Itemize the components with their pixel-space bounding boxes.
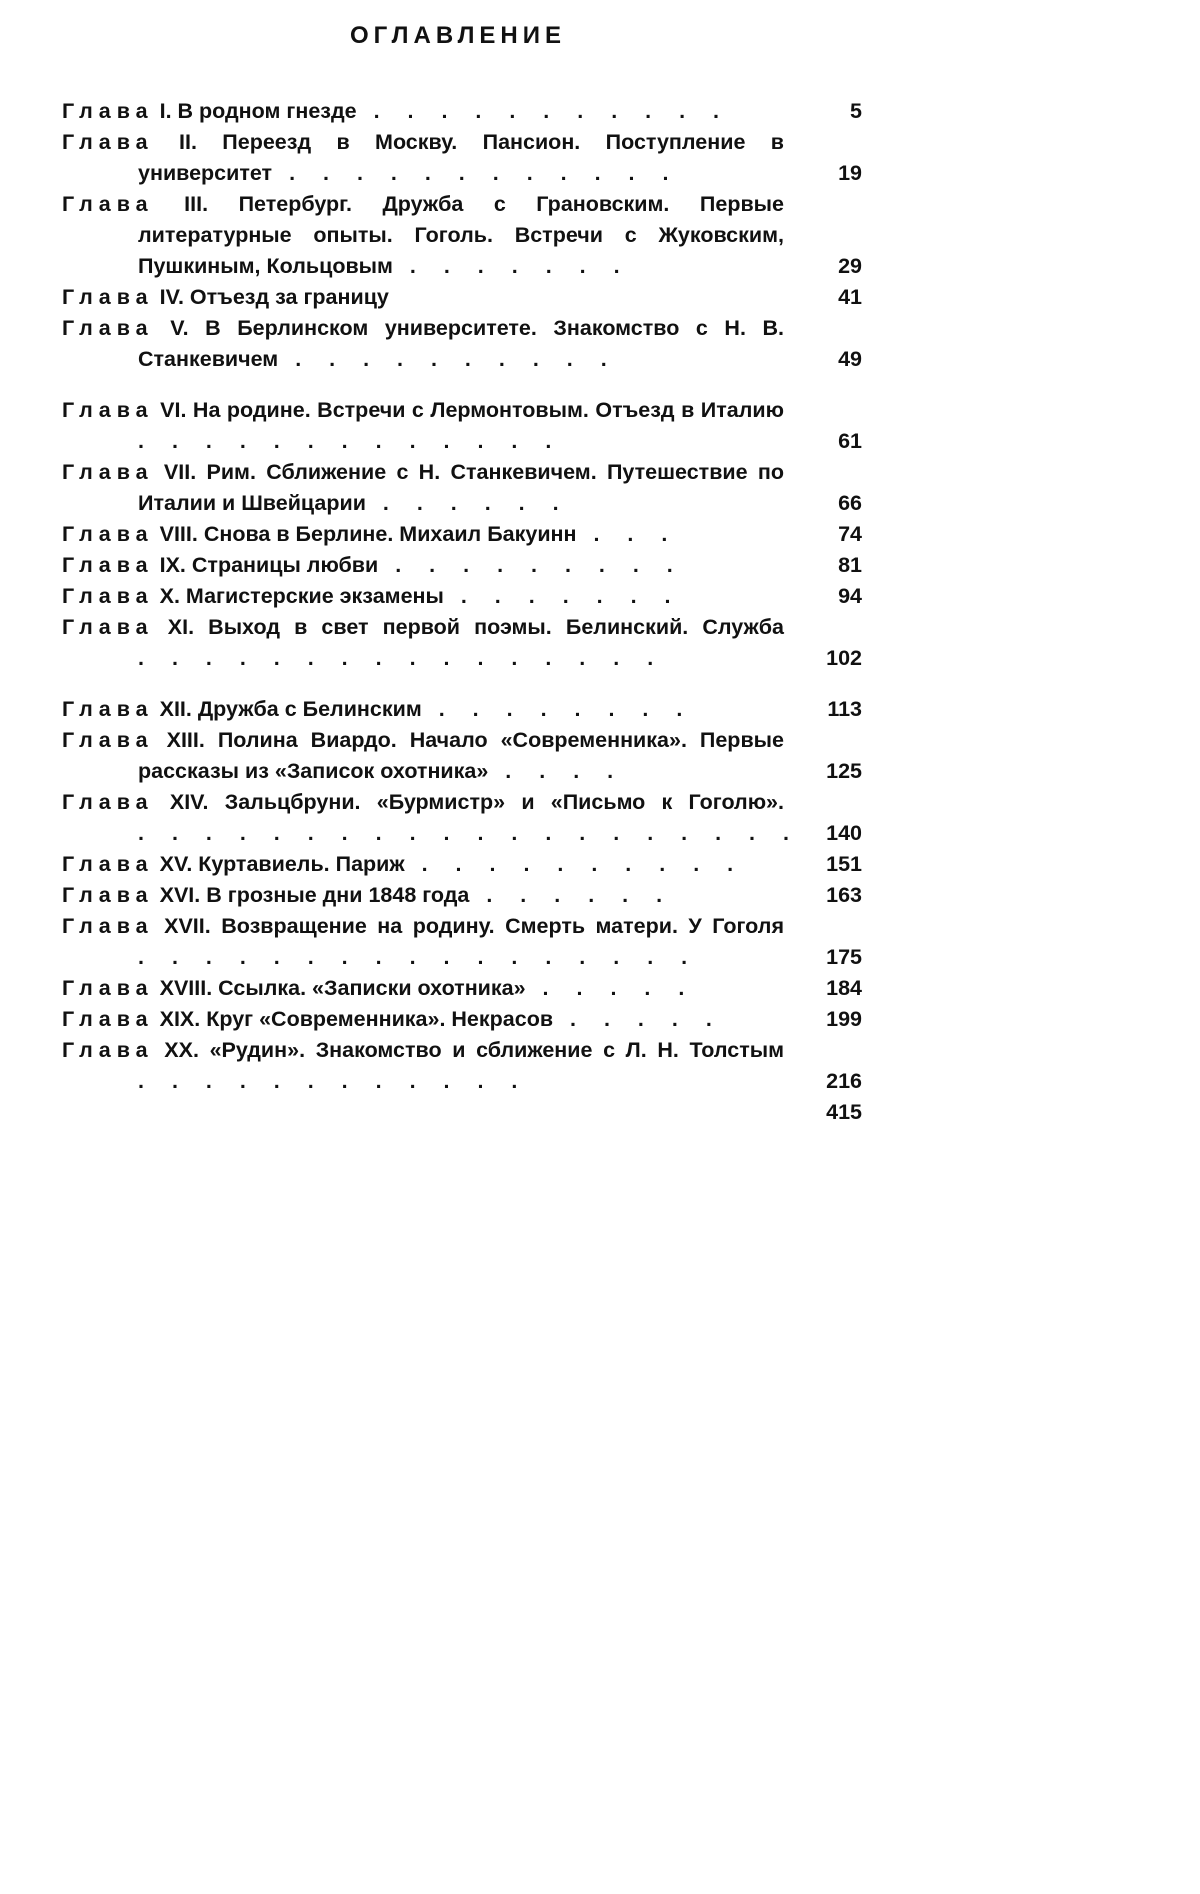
page-number: 19 xyxy=(838,161,862,185)
toc-entry-text xyxy=(62,581,784,612)
chapter-number: XII. xyxy=(159,697,192,721)
chapter-number: XVII. xyxy=(164,914,211,938)
chapter-word: Глава xyxy=(62,398,154,422)
toc-entry-text xyxy=(62,911,784,973)
chapter-word: Глава xyxy=(62,460,154,484)
chapter-word: Глава xyxy=(62,553,154,577)
chapter-title: Круг «Современника». Некрасов xyxy=(206,1007,554,1031)
chapter-word: Глава xyxy=(62,852,154,876)
chapter-word: Глава xyxy=(62,728,154,752)
chapter-number: XI. xyxy=(167,615,195,639)
chapter-word: Глава xyxy=(62,130,154,154)
toc-entry[interactable] xyxy=(62,127,862,189)
chapter-title: Выход в свет первой поэмы. Белинский. Служба xyxy=(208,615,784,639)
page-number: 102 xyxy=(826,646,862,670)
chapter-title: Петербург. Дружба с Грановским. Первые литературные опыты. Гоголь. Встречи с Жуковским, Пушкиным, Кольцовым xyxy=(138,192,784,278)
chapter-word: Глава xyxy=(62,697,154,721)
chapter-number: VIII. xyxy=(159,522,198,546)
chapter-word: Глава xyxy=(62,316,154,340)
chapter-title: Снова в Берлине. Михаил Бакуинн xyxy=(203,522,577,546)
page-number: 151 xyxy=(826,852,862,876)
chapter-number: XX. xyxy=(164,1038,199,1062)
chapter-word: Глава xyxy=(62,883,154,907)
page-number: 140 xyxy=(826,821,862,845)
toc-entry[interactable] xyxy=(62,550,862,581)
dot-leader: . . . . . . . xyxy=(443,584,682,608)
chapter-number: XIX. xyxy=(159,1007,201,1031)
page-number: 5 xyxy=(850,99,862,123)
page-number: 81 xyxy=(838,553,862,577)
chapter-title: Магистерские экзамены xyxy=(185,584,444,608)
dot-leader: . . . . . . . . . xyxy=(378,553,684,577)
page-number: 61 xyxy=(838,429,862,453)
dot-leader: . . . . . . . . . . . . xyxy=(272,161,680,185)
chapter-title: Полина Виардо. Начало «Современника». Первые рассказы из «Записок охотника» xyxy=(138,728,784,783)
chapter-number: XV. xyxy=(159,852,193,876)
chapter-title: Ссылка. «Записки охотника» xyxy=(218,976,526,1000)
chapter-title: На родине. Встречи с Лермонтовым. Отъезд в Италию xyxy=(192,398,784,422)
chapter-number: V. xyxy=(170,316,189,340)
dot-leader: . . . . . . . . . . . . . . . . xyxy=(138,646,665,670)
toc-entry-text xyxy=(62,457,784,519)
page-number: 175 xyxy=(826,945,862,969)
toc-entry[interactable] xyxy=(62,849,862,880)
toc-entry-text xyxy=(62,282,784,313)
chapter-word: Глава xyxy=(62,790,154,814)
toc-entry-text xyxy=(62,973,784,1004)
chapter-number: IV. xyxy=(159,285,184,309)
page-number: 49 xyxy=(838,347,862,371)
chapter-word: Глава xyxy=(62,615,154,639)
toc-entry[interactable] xyxy=(62,725,862,787)
chapter-title: В Берлинском университете. Знакомство с Н. В. Станкевичем xyxy=(138,316,784,371)
chapter-number: XVIII. xyxy=(159,976,213,1000)
chapter-title: В родном гнезде xyxy=(177,99,357,123)
toc-entry[interactable] xyxy=(62,519,862,550)
chapter-word: Глава xyxy=(62,99,154,123)
toc-entry-text xyxy=(62,880,784,911)
toc-entry-text xyxy=(62,395,784,457)
chapter-title: Зальцбруни. «Бурмистр» и «Письмо к Гоголю». xyxy=(224,790,784,814)
dot-leader: . . . . . . . . . . . . xyxy=(138,1069,529,1093)
chapter-word: Глава xyxy=(62,1038,154,1062)
chapter-title: Страницы любви xyxy=(191,553,379,577)
chapter-word: Глава xyxy=(62,1007,154,1031)
chapter-title: Дружба с Белинским xyxy=(197,697,422,721)
toc-entry-text xyxy=(62,519,784,550)
toc-entry-text xyxy=(62,1035,784,1097)
dot-leader: . . . . . . . . xyxy=(421,697,694,721)
page-number: 29 xyxy=(838,254,862,278)
toc-entry[interactable] xyxy=(62,911,862,973)
page-number: 74 xyxy=(838,522,862,546)
chapter-number: XVI. xyxy=(159,883,201,907)
page-number: 66 xyxy=(838,491,862,515)
chapter-number: I. xyxy=(159,99,172,123)
toc-entry[interactable] xyxy=(62,1035,862,1097)
chapter-title: Куртавиель. Париж xyxy=(198,852,405,876)
toc-entry[interactable] xyxy=(62,395,862,457)
dot-leader: . . . . . . . . . . xyxy=(404,852,745,876)
chapter-title: Возвращение на родину. Смерть матери. У Гоголя xyxy=(221,914,784,938)
dot-leader: . . . . . xyxy=(553,1007,723,1031)
table-of-contents xyxy=(62,96,862,1097)
toc-entry-text xyxy=(62,127,784,189)
chapter-word: Глава xyxy=(62,976,154,1000)
dot-leader: . . . . . . . . . . xyxy=(278,347,618,371)
toc-entry-text xyxy=(62,849,784,880)
dot-leader: . . . . . . . . . . . . . . . . . . . . xyxy=(138,821,800,845)
toc-entry[interactable] xyxy=(62,694,862,725)
chapter-number: VI. xyxy=(160,398,187,422)
toc-entry[interactable] xyxy=(62,282,862,313)
toc-entry[interactable] xyxy=(62,612,862,674)
dot-leader: . . . . . . . . . . . . . . . . . xyxy=(138,945,699,969)
dot-leader: . . . . . . xyxy=(469,883,674,907)
chapter-number: IX. xyxy=(159,553,186,577)
chapter-title: В грозные дни 1848 года xyxy=(206,883,470,907)
dot-leader: . . . . . xyxy=(525,976,696,1000)
toc-entry[interactable] xyxy=(62,313,862,375)
chapter-number: VII. xyxy=(163,460,197,484)
toc-entry-text xyxy=(62,96,784,127)
page-number: 216 xyxy=(826,1069,862,1093)
toc-entry-text xyxy=(62,787,800,849)
toc-entry-text xyxy=(62,550,784,581)
toc-entry[interactable] xyxy=(62,189,862,282)
toc-entry[interactable] xyxy=(62,96,862,127)
toc-entry-text xyxy=(62,313,784,375)
chapter-word: Глава xyxy=(62,914,154,938)
chapter-word: Глава xyxy=(62,285,154,309)
page-title: ОГЛАВЛЕНИЕ xyxy=(349,22,567,49)
page-number: 125 xyxy=(826,759,862,783)
page-number: 94 xyxy=(838,584,862,608)
page-number: 184 xyxy=(826,976,862,1000)
dot-leader: . . . . xyxy=(488,759,625,783)
chapter-number: III. xyxy=(184,192,209,216)
dot-leader: . . . . . . . . . . . . . xyxy=(138,429,563,453)
toc-final-page-number: 415 xyxy=(826,1100,862,1124)
chapter-title: Переезд в Москву. Пансион. Поступление в университет xyxy=(138,130,784,185)
toc-entry[interactable] xyxy=(62,457,862,519)
toc-entry[interactable] xyxy=(62,973,862,1004)
chapter-number: XIV. xyxy=(169,790,209,814)
toc-entry-text xyxy=(62,1004,784,1035)
page-number: 199 xyxy=(826,1007,862,1031)
dot-leader: . . . . . . xyxy=(365,491,570,515)
toc-entry-text xyxy=(62,725,784,787)
toc-entry-text xyxy=(62,612,784,674)
toc-entry[interactable] xyxy=(62,880,862,911)
chapter-number: X. xyxy=(159,584,180,608)
chapter-word: Глава xyxy=(62,192,154,216)
page-number: 113 xyxy=(827,697,862,721)
chapter-word: Глава xyxy=(62,584,154,608)
chapter-number: XIII. xyxy=(166,728,205,752)
dot-leader: . . . . . . . . . . . xyxy=(356,99,731,123)
dot-leader: . . . xyxy=(576,522,679,546)
chapter-word: Глава xyxy=(62,522,154,546)
chapter-title: Отъезд за границу xyxy=(189,285,389,309)
chapter-number: II. xyxy=(179,130,197,154)
toc-entry[interactable] xyxy=(62,581,862,612)
dot-leader: . . . . . . . xyxy=(392,254,631,278)
chapter-title: Рим. Сближение с Н. Станкевичем. Путешествие по Италии и Швейцарии xyxy=(138,460,784,515)
toc-entry[interactable] xyxy=(62,787,862,849)
toc-entry-text xyxy=(62,694,784,725)
toc-entry[interactable] xyxy=(62,1004,862,1035)
toc-entry-text xyxy=(62,189,784,282)
page-number: 41 xyxy=(838,285,862,309)
chapter-title: «Рудин». Знакомство и сближение с Л. Н. Толстым xyxy=(209,1038,784,1062)
page-number: 163 xyxy=(826,883,862,907)
